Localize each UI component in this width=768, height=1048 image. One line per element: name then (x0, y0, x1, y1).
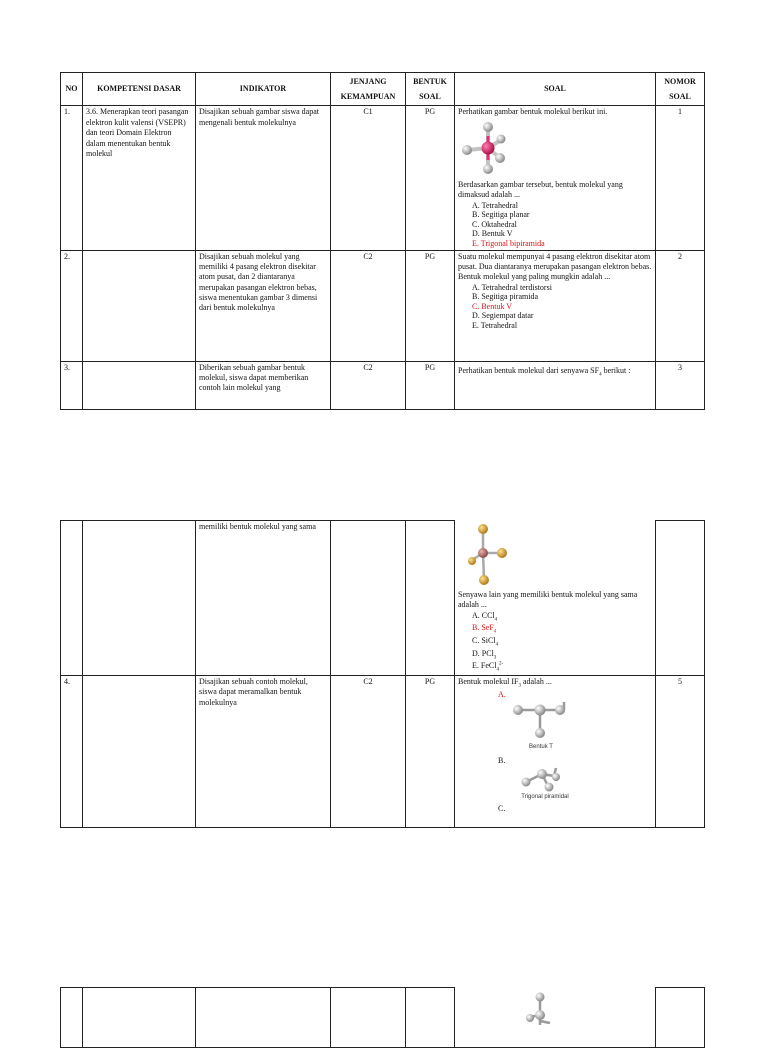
trigonal-pyramid-molecule-image (516, 766, 576, 794)
kompetensi-dasar-empty (83, 521, 196, 676)
bentuk: PG (406, 675, 455, 827)
bentuk-empty (406, 521, 455, 676)
option-c: C. Oktahedral (472, 219, 517, 229)
indikator: Diberikan sebuah gambar bentuk molekul, siswa dapat memberikan contoh lain molekul yang (196, 361, 331, 409)
figure-t-shape (510, 700, 572, 752)
header-kompetensi: KOMPETENSI DASAR (83, 73, 196, 106)
header-bentuk: BENTUK SOAL (406, 73, 455, 106)
indikator: Disajikan sebuah gambar siswa dapat mengenali bentuk molekulnya (196, 106, 331, 250)
option-c-answer: C. Bentuk V (472, 301, 513, 311)
options-list (458, 611, 652, 674)
table-page-3 (60, 987, 705, 1048)
option-b-answer: B. SeF$_4$ (472, 623, 497, 635)
nomor-empty (656, 521, 705, 676)
header-soal: SOAL (455, 73, 656, 106)
table-page-2 (60, 520, 705, 828)
cell-empty (196, 988, 331, 1048)
figure-caption: Bentuk T (529, 744, 553, 751)
kompetensi-dasar-empty (83, 361, 196, 409)
kompetensi-dasar-empty (83, 675, 196, 827)
nomor: 5 (656, 675, 705, 827)
row-no: 1. (61, 106, 83, 250)
option-b: B. (498, 756, 506, 766)
indikator: Disajikan sebuah molekul yang memiliki 4 pasang elektron disekitar atom pusat, dan 2 diantaranya merupakan pasangan elektron bebas, siswa menentukan gambar 3 dimensi dari bentuk molekulnya (196, 250, 331, 361)
options-list (458, 283, 652, 331)
t-shape-molecule-image (510, 700, 572, 744)
option-a-answer: A. (498, 689, 506, 699)
soal-question: Berdasarkan gambar tersebut, bentuk molekul yang dimaksud adalah ... (458, 179, 623, 200)
soal-stem: Perhatikan gambar bentuk molekul berikut ini. (458, 107, 608, 117)
cell-empty (61, 988, 83, 1048)
bentuk: PG (406, 361, 455, 409)
figure-caption: Trigonal piramidal (521, 794, 569, 801)
option-a: A. Tetrahedral terdistorsi (472, 282, 552, 292)
soal-stem: Bentuk molekul $IF_3$ adalah ... (458, 676, 552, 689)
table-row (61, 675, 705, 827)
jenjang-empty (331, 521, 406, 676)
row-no: 4. (61, 675, 83, 827)
kompetensi-dasar: 3.6. Menerapkan teori pasangan elektron kulit valensi (VSEPR) dan teori Domain Elektron dalam menentukan bentuk molekul (83, 106, 196, 250)
nomor: 3 (656, 361, 705, 409)
seesaw-molecule-image (458, 522, 518, 588)
option-a: A. CCl$_4$ (472, 610, 498, 623)
table-row (61, 250, 705, 361)
nomor: 1 (656, 106, 705, 250)
nomor: 2 (656, 250, 705, 361)
option-e: E. FeCl$_4^{2-}$ (472, 661, 504, 673)
soal-cell (455, 521, 656, 676)
cell-empty (406, 988, 455, 1048)
soal-cell (455, 106, 656, 250)
jenjang: C2 (331, 250, 406, 361)
cell-empty (656, 988, 705, 1048)
soal-question: Suatu molekul mempunyai 4 pasang elektron disekitar atom pusat. Dua diantaranya merupakan pasangan elektron bebas. Bentuk molekul yang paling mungkin adalah ... (458, 251, 652, 282)
options-list (458, 201, 652, 249)
header-nomor: NOMOR SOAL (656, 73, 705, 106)
indikator: Disajikan sebuah contoh molekul, siswa dapat meramalkan bentuk molekulnya (196, 675, 331, 827)
bentuk: PG (406, 250, 455, 361)
table-row (61, 988, 705, 1048)
soal-cell (455, 361, 656, 409)
option-c: C. SiCl$_4$ (472, 635, 499, 648)
soal-cell (455, 250, 656, 361)
jenjang: C2 (331, 675, 406, 827)
table-row-continued (61, 521, 705, 676)
table-page-1 (60, 72, 705, 410)
jenjang: C1 (331, 106, 406, 250)
option-d: D. Bentuk V (472, 229, 513, 239)
option-b: B. Segitiga planar (472, 210, 530, 220)
option-e-answer: E. Trigonal bipiramida (472, 238, 545, 248)
row-no-empty (61, 521, 83, 676)
option-d: D. PCl$_3$ (472, 648, 497, 661)
row-no: 3. (61, 361, 83, 409)
soal-stem: Perhatikan bentuk molekul dari senyawa $SF_4$ berikut : (458, 365, 631, 378)
indikator-continued: memiliki bentuk molekul yang sama (196, 521, 331, 676)
trigonal-bipyramid-molecule-image (458, 118, 518, 178)
option-c: C. (498, 804, 506, 814)
header-jenjang: JENJANG KEMAMPUAN (331, 73, 406, 106)
soal-cell (455, 675, 656, 827)
row-no: 2. (61, 250, 83, 361)
cell-empty (331, 988, 406, 1048)
jenjang: C2 (331, 361, 406, 409)
cell-empty (83, 988, 196, 1048)
figure-trigonal-pyramid (510, 766, 580, 802)
option-e: E. Tetrahedral (472, 321, 518, 331)
option-d: D. Segiempat datar (472, 311, 534, 321)
header-row (61, 73, 705, 106)
option-a: A. Tetrahedral (472, 200, 518, 210)
option-b: B. Segitiga piramida (472, 292, 538, 302)
bentuk: PG (406, 106, 455, 250)
molecule-image-partial (518, 991, 558, 1031)
table-row (61, 361, 705, 409)
soal-cell (455, 988, 656, 1048)
soal-question: Senyawa lain yang memiliki bentuk molekul yang sama adalah ... (458, 590, 638, 610)
kompetensi-dasar-empty (83, 250, 196, 361)
header-indikator: INDIKATOR (196, 73, 331, 106)
table-row (61, 106, 705, 250)
header-no: NO (61, 73, 83, 106)
